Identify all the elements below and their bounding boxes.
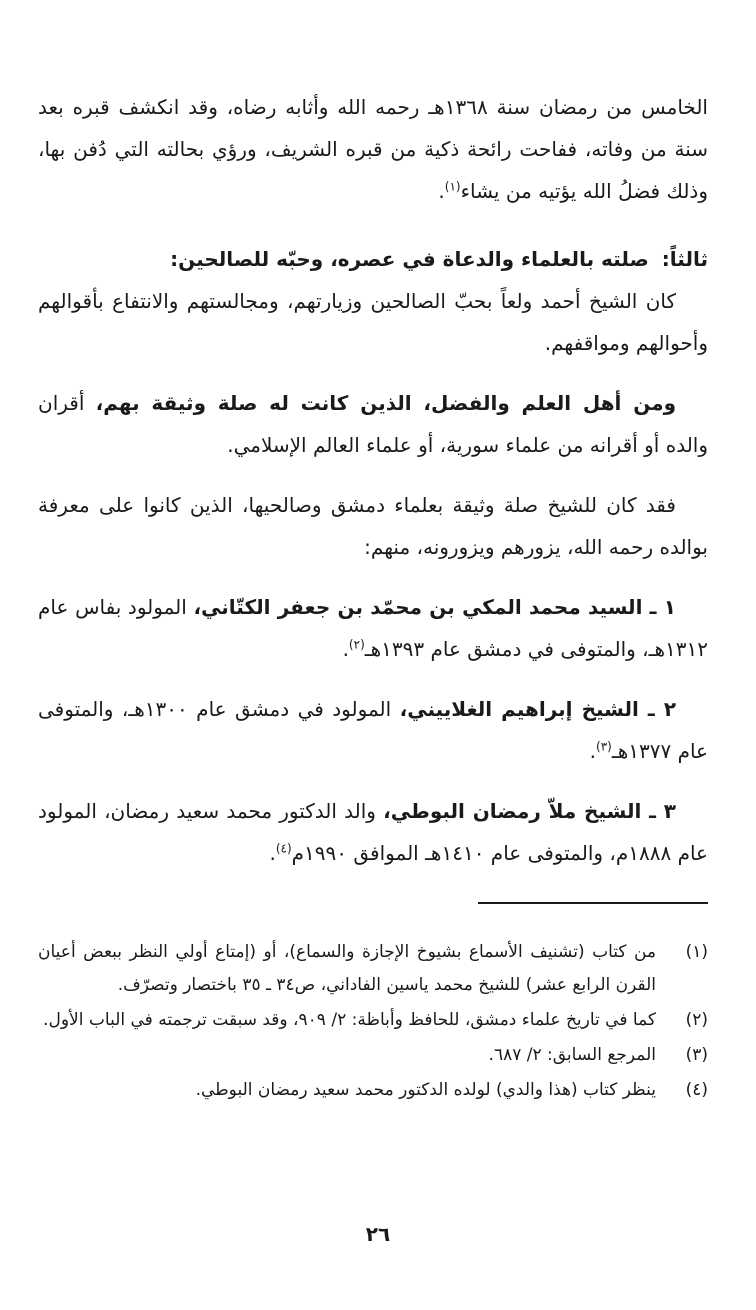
paragraph xyxy=(38,280,708,364)
footnotes xyxy=(38,936,708,1109)
list-item-text: المولود في دمشق عام ١٣٠٠هـ، والمتوفى عام ١٣٧٧هـ xyxy=(38,697,708,763)
footnote-text: كما في تاريخ علماء دمشق، للحافظ وأباظة: ٢/ ٩٠٩، وقد سبقت ترجمته في الباب الأول. xyxy=(43,1010,656,1030)
list-item xyxy=(38,790,708,874)
punctuation: . xyxy=(589,739,597,763)
footnote-text: المرجع السابق: ٢/ ٦٨٧. xyxy=(488,1045,656,1065)
paragraph-bold-lead: ومن أهل العلم والفضل، الذين كانت له صلة وثيقة بهم، xyxy=(95,391,677,415)
list-item-name: ٢ ـ الشيخ إبراهيم الغلاييني، xyxy=(399,697,677,721)
paragraph-continuation xyxy=(38,86,708,212)
section-title: صلته بالعلماء والدعاة في عصره، وحبّه للصالحين: xyxy=(170,247,649,271)
footnote xyxy=(38,1004,708,1037)
footnote-number: (٤) xyxy=(685,1080,708,1100)
paragraph-text: فقد كان للشيخ صلة وثيقة بعلماء دمشق وصالحيها، الذين كانوا على معرفة بوالده رحمه الله، يزورهم ويزورونه، منهم: xyxy=(38,493,708,559)
paragraph-text: أقران والده أو أقرانه من علماء سورية، أو علماء العالم الإسلامي. xyxy=(38,391,708,457)
footnote-text: من كتاب (تشنيف الأسماع بشيوخ الإجازة والسماع)، أو (إمتاع أولي النظر ببعض أعيان القرن الرابع عشر) للشيخ محمد ياسين الفاداني، ص٣٤ ـ ٣٥ باختصار وتصرّف. xyxy=(38,942,656,995)
footnote-ref[interactable]: (٣) xyxy=(596,739,612,754)
list-item-name: ٣ ـ الشيخ ملاّ رمضان البوطي، xyxy=(383,799,677,823)
footnote-ref[interactable]: (٢) xyxy=(348,637,365,652)
punctuation: . xyxy=(342,637,349,661)
list-item xyxy=(38,688,708,772)
footnote xyxy=(38,936,708,1002)
paragraph xyxy=(38,484,708,568)
paragraph xyxy=(38,382,708,466)
section-heading xyxy=(38,238,708,280)
footnote-number: (٣) xyxy=(685,1045,708,1065)
paragraph-text: الخامس من رمضان سنة ١٣٦٨هـ رحمه الله وأثابه رضاه، وقد انكشف قبره بعد سنة من وفاته، ففاحت رائحة ذكية من قبره الشريف، ورؤي بحالته التي دُفن بها، وذلك فضلُ الله يؤتيه من يشاء xyxy=(38,95,708,203)
list-item-text: والد الدكتور محمد سعيد رمضان، المولود عام ١٨٨٨م، والمتوفى عام ١٤١٠هـ الموافق ١٩٩٠م xyxy=(38,799,708,865)
footnote-number: (١) xyxy=(685,942,708,962)
footnote xyxy=(38,1039,708,1072)
list-item-text: المولود بفاس عام ١٣١٢هـ، والمتوفى في دمشق عام ١٣٩٣هـ xyxy=(38,595,708,661)
footnote-separator xyxy=(478,902,708,904)
footnote xyxy=(38,1074,708,1107)
page-number: ٢٦ xyxy=(365,1222,391,1246)
section-number: ثالثاً: xyxy=(661,247,708,271)
list-item-name: ١ ـ السيد محمد المكي بن محمّد بن جعفر الكتّاني، xyxy=(193,595,676,619)
footnote-text: ينظر كتاب (هذا والدي) لولده الدكتور محمد سعيد رمضان البوطي. xyxy=(195,1080,656,1100)
paragraph-text: كان الشيخ أحمد ولعاً بحبّ الصالحين وزيارتهم، ومجالستهم والانتفاع بأقوالهم وأحوالهم ومواقفهم. xyxy=(38,289,708,355)
punctuation: . xyxy=(269,841,276,865)
main-text xyxy=(38,86,708,892)
footnote-ref[interactable]: (١) xyxy=(444,179,461,194)
footnote-ref[interactable]: (٤) xyxy=(275,841,292,856)
list-item xyxy=(38,586,708,670)
footnote-number: (٢) xyxy=(685,1010,708,1030)
punctuation: . xyxy=(438,179,445,203)
